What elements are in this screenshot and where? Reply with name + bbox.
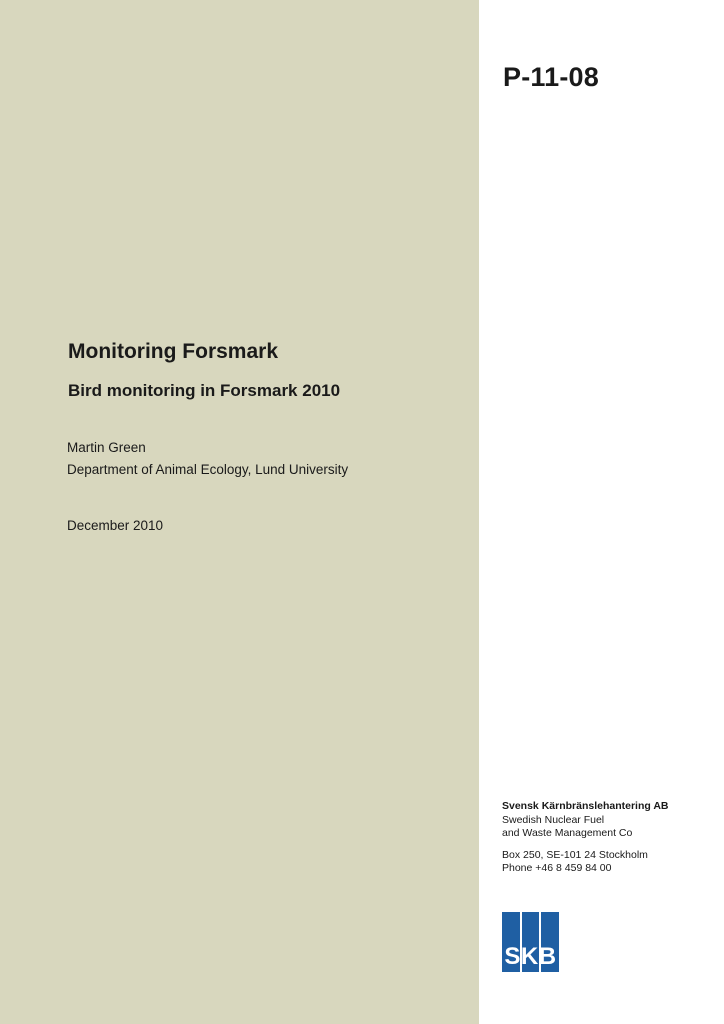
author-name: Martin Green bbox=[67, 440, 146, 455]
report-title: Monitoring Forsmark bbox=[68, 340, 279, 363]
report-number: P-11-08 bbox=[503, 62, 599, 92]
skb-logo-text: SKB bbox=[504, 943, 557, 970]
skb-logo bbox=[502, 912, 559, 972]
publisher-name: Svensk Kärnbränslehantering AB bbox=[502, 800, 669, 812]
publisher-english-name-2: and Waste Management Co bbox=[502, 827, 633, 839]
author-affiliation: Department of Animal Ecology, Lund University bbox=[67, 462, 349, 477]
publisher-block bbox=[502, 800, 669, 876]
report-subtitle: Bird monitoring in Forsmark 2010 bbox=[68, 381, 341, 400]
publication-date: December 2010 bbox=[67, 518, 164, 533]
publisher-phone: Phone +46 8 459 84 00 bbox=[502, 862, 612, 874]
publisher-address: Box 250, SE-101 24 Stockholm bbox=[502, 848, 648, 861]
publisher-english-name-1: Swedish Nuclear Fuel bbox=[502, 813, 605, 826]
